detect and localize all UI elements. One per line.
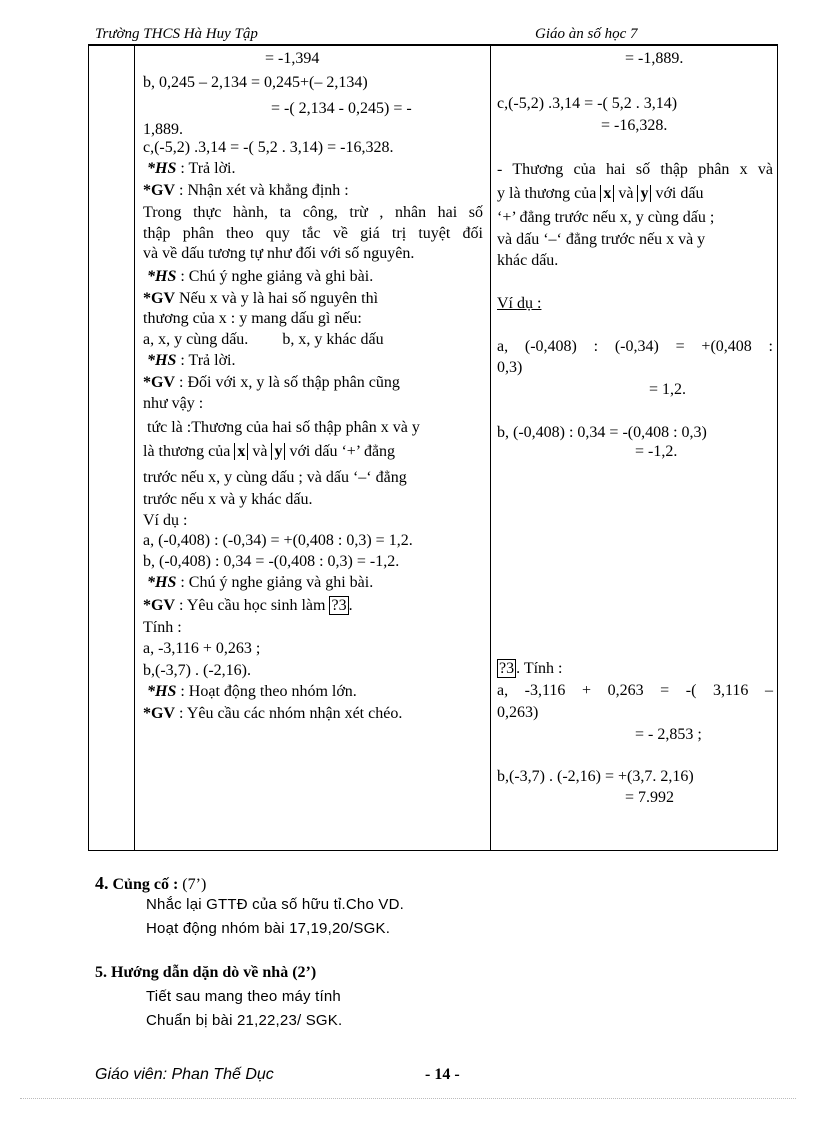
gv-label: *GV — [143, 597, 175, 614]
gv-label: *GV — [143, 290, 175, 307]
line: a, (-0,408) : (-0,34) = +(0,408 : — [497, 338, 773, 355]
line-text: : Trả lời. — [176, 352, 236, 369]
line-text: . Tính : — [516, 660, 563, 677]
line-text: y là thương của — [497, 185, 597, 202]
line: 0,3) — [497, 359, 523, 376]
page-number: - 14 - — [425, 1066, 460, 1083]
time-column — [89, 46, 135, 850]
line: khác dấu. — [497, 252, 559, 269]
line — [143, 442, 395, 462]
line: tức là :Thương của hai số thập phân x và y — [147, 419, 420, 436]
line-text: b, x, y khác dấu — [282, 331, 384, 348]
line: a, -3,116 + 0,263 = -( 3,116 – — [497, 682, 773, 699]
line: 1,889. — [143, 121, 183, 138]
section-5-line: Chuẩn bị bài 21,22,23/ SGK. — [146, 1012, 343, 1029]
line — [143, 373, 400, 393]
line — [147, 573, 373, 593]
line — [147, 351, 236, 371]
line-text: với dấu ‘+’ đẳng — [289, 443, 396, 460]
line-text: : Hoạt động theo nhóm lớn. — [176, 683, 357, 700]
question-box: ?3 — [499, 660, 515, 677]
abs-y: y — [271, 443, 285, 460]
gv-label: *GV — [143, 182, 175, 199]
line-text: : Chú ý nghe giảng và ghi bài. — [176, 574, 374, 591]
line-text: và — [618, 185, 634, 202]
hs-label: *HS — [147, 160, 177, 177]
section-time: (7’) — [182, 876, 207, 893]
line-text: với dấu — [655, 185, 704, 202]
line: thập phân theo quy tắc về giá trị tuyệt đối — [143, 225, 483, 242]
question-box: ?3 — [331, 597, 347, 614]
line: Ví dụ : — [497, 295, 542, 312]
abs-x: x — [234, 443, 248, 460]
line: và dấu ‘–‘ đẳng trước nếu x và y — [497, 231, 706, 248]
line: c,(-5,2) .3,14 = -( 5,2 . 3,14) — [497, 95, 678, 112]
line: trước nếu x và y khác dấu. — [143, 491, 313, 508]
line — [143, 704, 402, 724]
line: b,(-3,7) . (-2,16). — [143, 662, 251, 679]
line-text: : Yêu cầu các nhóm nhận xét chéo. — [175, 705, 403, 722]
line: = -( 2,134 - 0,245) = - — [271, 100, 412, 117]
line: như vậy : — [143, 395, 204, 412]
line — [143, 330, 384, 350]
line: = 1,2. — [649, 381, 687, 398]
line: 0,263) — [497, 704, 539, 721]
line: b, (-0,408) : 0,34 = -(0,408 : 0,3) = -1,2. — [143, 553, 400, 570]
line: trước nếu x, y cùng dấu ; và dấu ‘–‘ đẳng — [143, 469, 407, 486]
lesson-table — [88, 45, 778, 851]
line — [147, 267, 373, 287]
footer-divider — [20, 1098, 796, 1099]
line: b,(-3,7) . (-2,16) = +(3,7. 2,16) — [497, 768, 694, 785]
hs-label: *HS — [147, 683, 177, 700]
abs-y: y — [637, 185, 651, 202]
line: a, -3,116 + 0,263 ; — [143, 640, 261, 657]
section-4-line: Hoạt động nhóm bài 17,19,20/SGK. — [146, 920, 391, 937]
line — [143, 289, 378, 309]
line: = 7.992 — [625, 789, 675, 806]
school-name: Trường THCS Hà Huy Tập — [95, 26, 258, 42]
gv-label: *GV — [143, 705, 175, 722]
line — [497, 659, 562, 679]
line-text: . — [348, 597, 353, 614]
line: = - 2,853 ; — [635, 726, 702, 743]
line-text: Nếu x và y là hai số nguyên thì — [175, 290, 379, 307]
page-header — [0, 22, 816, 46]
line: = -1,889. — [625, 50, 684, 67]
hs-label: *HS — [147, 268, 177, 285]
line-text: : Nhận xét và khẳng định : — [175, 182, 349, 199]
hs-label: *HS — [147, 352, 177, 369]
line: b, (-0,408) : 0,34 = -(0,408 : 0,3) — [497, 424, 707, 441]
gv-label: *GV — [143, 374, 175, 391]
hs-label: *HS — [147, 574, 177, 591]
section-5-heading — [95, 962, 316, 984]
line: = -1,2. — [635, 443, 678, 460]
line — [147, 682, 357, 702]
line: và về dấu tương tự như đối với số nguyên. — [143, 245, 415, 262]
line: Tính : — [143, 619, 182, 636]
line-text: : Trả lời. — [176, 160, 236, 177]
subject-title: Giáo àn số học 7 — [535, 26, 638, 42]
section-title: Củng cố : — [108, 876, 183, 893]
line: Trong thực hành, ta công, trừ , nhân hai số — [143, 204, 483, 221]
line: c,(-5,2) .3,14 = -( 5,2 . 3,14) = -16,328. — [143, 139, 394, 156]
content-column — [491, 46, 777, 850]
abs-x: x — [600, 185, 614, 202]
line-text: : Yêu cầu học sinh làm — [175, 597, 330, 614]
line: a, (-0,408) : (-0,34) = +(0,408 : 0,3) = 1,2. — [143, 532, 413, 549]
line-text: a, x, y cùng dấu. — [143, 331, 249, 348]
line: thương của x : y mang dấu gì nếu: — [143, 310, 362, 327]
line — [147, 159, 236, 179]
section-4-line: Nhắc lại GTTĐ của số hữu tỉ.Cho VD. — [146, 896, 404, 913]
line — [497, 184, 703, 204]
activity-column — [135, 46, 491, 850]
line-text: : Chú ý nghe giảng và ghi bài. — [176, 268, 374, 285]
section-4-heading — [95, 872, 206, 896]
line-text: : Đối với x, y là số thập phân cũng — [175, 374, 400, 391]
line-text: và — [252, 443, 268, 460]
line-text: là thương của — [143, 443, 231, 460]
line — [143, 596, 353, 616]
line: Ví dụ : — [143, 512, 188, 529]
section-title: 5. Hướng dẫn dặn dò về nhà (2’) — [95, 964, 317, 981]
line: b, 0,245 – 2,134 = 0,245+(– 2,134) — [143, 74, 368, 91]
line — [143, 181, 349, 201]
line: = -16,328. — [601, 117, 668, 134]
section-number: 4. — [95, 873, 109, 893]
line: - Thương của hai số thập phân x và — [497, 161, 773, 178]
line: = -1,394 — [265, 50, 320, 67]
teacher-name: Giáo viên: Phan Thế Dục — [95, 1066, 274, 1083]
line: ‘+’ đẳng trước nếu x, y cùng dấu ; — [497, 209, 715, 226]
section-5-line: Tiết sau mang theo máy tính — [146, 988, 341, 1005]
